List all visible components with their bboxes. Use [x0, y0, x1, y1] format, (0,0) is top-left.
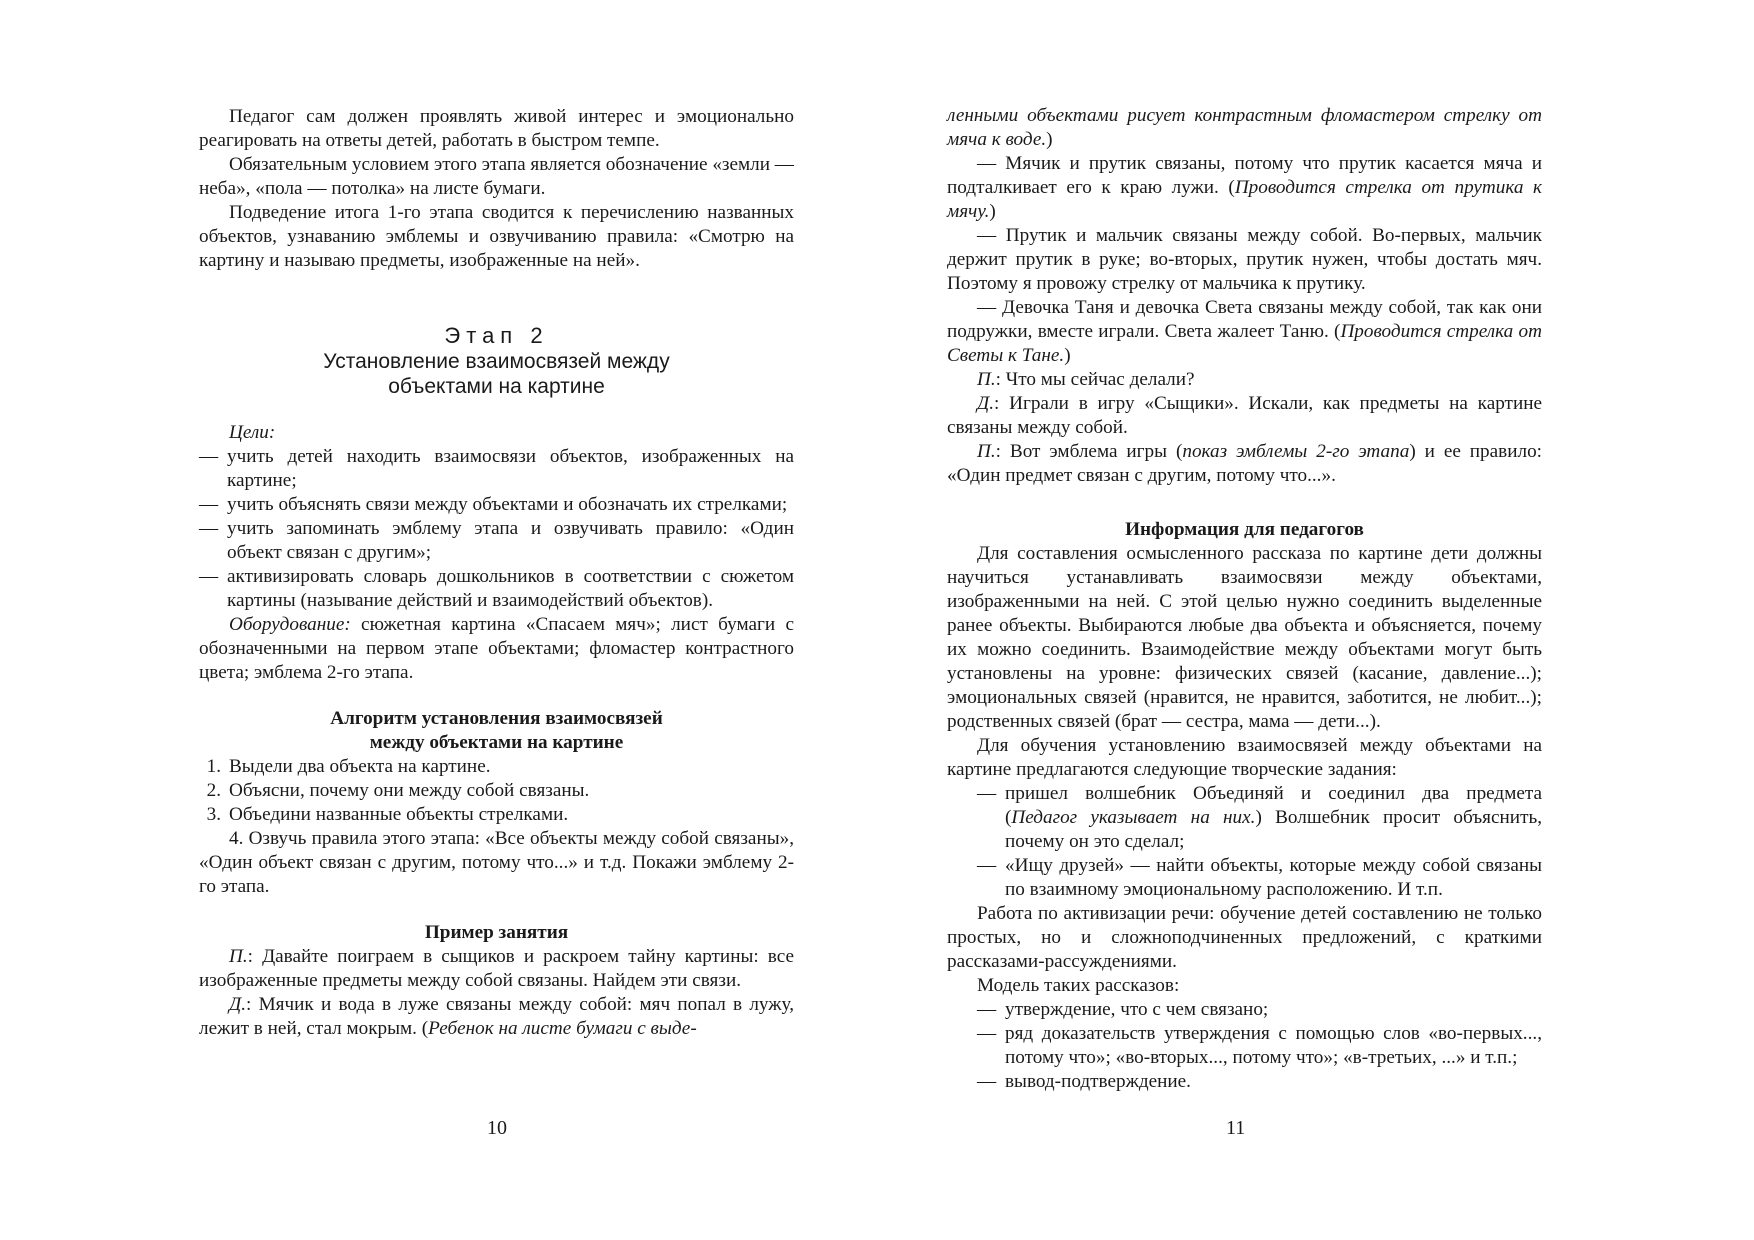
intro-paragraph: Подведение итога 1-го этапа сводится к перечислению названных объектов, узнаванию эмблемы и озвучиванию правила: «Смотрю на картину и называю предметы, изображенные на ней». — [199, 202, 794, 271]
goals-label: Цели: — [229, 422, 276, 443]
algorithm-step: 3. Объедини названные объекты стрелками. — [206, 804, 569, 825]
info-paragraph: Работа по активизации речи: обучение детей составлению не только простых, но и сложноподчиненных предложений, с краткими рассказами-рассуждениями. — [947, 903, 1542, 972]
goal-item: — учить объяснять связи между объектами и обозначать их стрелками; — [199, 493, 794, 517]
equipment-label: Оборудование: — [229, 614, 351, 635]
equipment-text: сюжетная картина «Спасаем мяч»; лист бумаги с обозначенными на первом этапе объектами; фломастер контрастного цвета; эмблема 2-го этапа. — [199, 614, 794, 683]
dialogue-line: Д.: Играли в игру «Сыщики». Искали, как предметы на картине связаны между собой. — [947, 393, 1542, 438]
info-title: Информация для педагогов — [1125, 519, 1364, 540]
continued-line: ленными объектами рисует контрастным фломастером стрелку от мяча к воде.) — [947, 105, 1542, 150]
left-page — [199, 105, 794, 1041]
stage-heading: Этап 2 — [444, 323, 549, 348]
info-paragraph: Для обучения установлению взаимосвязей между объектами на картине предлагаются следующие творческие задания: — [947, 735, 1542, 780]
dialogue-line: П.: Давайте поиграем в сыщиков и раскроем тайну картины: все изображенные предметы между собой связаны. Найдем эти связи. — [199, 946, 794, 991]
example-title: Пример занятия — [424, 922, 569, 943]
task-item: — «Ищу друзей» — найти объекты, которые между собой связаны по взаимному эмоциональному расположению. И т.п. — [977, 854, 1542, 902]
task-item: — пришел волшебник Объединяй и соединил два предмета (Педагог указывает на них.) Волшебник просит объяснить, почему он это сделал; — [977, 782, 1542, 854]
goal-item: — учить запоминать эмблему этапа и озвучивать правило: «Один объект связан с другим»; — [199, 517, 794, 565]
dialogue-line: — Прутик и мальчик связаны между собой. Во-первых, мальчик держит прутик в руке; во-вторых, прутик нужен, чтобы достать мяч. Поэтому я провожу стрелку от мальчика к прутику. — [947, 225, 1542, 294]
model-label: Модель таких рассказов: — [977, 975, 1180, 996]
intro-paragraph: Педагог сам должен проявлять живой интерес и эмоционально реагировать на ответы детей, работать в быстром темпе. — [199, 106, 794, 151]
equipment-paragraph — [199, 613, 794, 685]
info-paragraph: Для составления осмысленного рассказа по картине дети должны научиться устанавливать взаимосвязи между объектами, изображенными на ней. С этой целью нужно соединить выделенные ранее объекты. Выбираются любые два объекта и объясняется, почему их можно соединить. Взаимодействие между объектами могут быть установлены на уровне: физических связей (касание, давление...); эмоциональных связей (нравится, не нравится, заботится, не любит...); родственных связей (брат — сестра, мама — дети...). — [947, 543, 1542, 732]
page-number-left: 10 — [487, 1117, 507, 1139]
right-page — [947, 104, 1542, 1094]
dialogue-line: Д.: Мячик и вода в луже связаны между собой: мяч попал в лужу, лежит в ней, стал мокрым. (Ребенок на листе бумаги с выде- — [199, 994, 794, 1039]
dialogue-line: П.: Вот эмблема игры (показ эмблемы 2-го этапа) и ее правило: «Один предмет связан с другим, потому что...». — [947, 441, 1542, 486]
goal-item: — активизировать словарь дошкольников в соответствии с сюжетом картины (называние действий и взаимодействий объектов). — [199, 565, 794, 613]
tasks-list — [977, 782, 1542, 902]
model-item: — ряд доказательств утверждения с помощью слов «во-первых..., потому что»; «во-вторых..., потому что»; «в-третьих, ...» и т.п.; — [977, 1022, 1542, 1070]
dialogue-line: — Мячик и прутик связаны, потому что прутик касается мяча и подталкивает его к краю лужи. (Проводится стрелка от прутика к мячу.) — [947, 153, 1543, 222]
algorithm-step: 1. Выдели два объекта на картине. — [206, 756, 491, 777]
dialogue-line: — Девочка Таня и девочка Света связаны между собой, так как они подружки, вместе играли. Света жалеет Таню. (Проводится стрелка от Светы к Тане.) — [947, 297, 1543, 366]
intro-paragraph: Обязательным условием этого этапа является обозначение «земли — неба», «пола — потолка» на листе бумаги. — [199, 154, 794, 199]
model-list — [977, 998, 1542, 1094]
model-item: — утверждение, что с чем связано; — [977, 998, 1542, 1022]
stage-title: Установление взаимосвязей между объектами на картине — [323, 350, 670, 398]
goals-list — [199, 445, 794, 613]
algorithm-list — [199, 755, 794, 827]
algorithm-step-4: 4. Озвучь правила этого этапа: «Все объекты между собой связаны», «Один объект связан с другим, потому что...» и т.д. Покажи эмблему 2-го этапа. — [199, 828, 794, 897]
algorithm-title: Алгоритм установления взаимосвязей между объектами на картине — [330, 708, 663, 753]
model-item: — вывод-подтверждение. — [977, 1070, 1542, 1094]
algorithm-step: 2. Объясни, почему они между собой связаны. — [206, 780, 590, 801]
goal-item: — учить детей находить взаимосвязи объектов, изображенных на картине; — [199, 445, 794, 493]
dialogue-line: П.: Что мы сейчас делали? — [977, 369, 1195, 390]
page-number-right: 11 — [1226, 1117, 1246, 1139]
